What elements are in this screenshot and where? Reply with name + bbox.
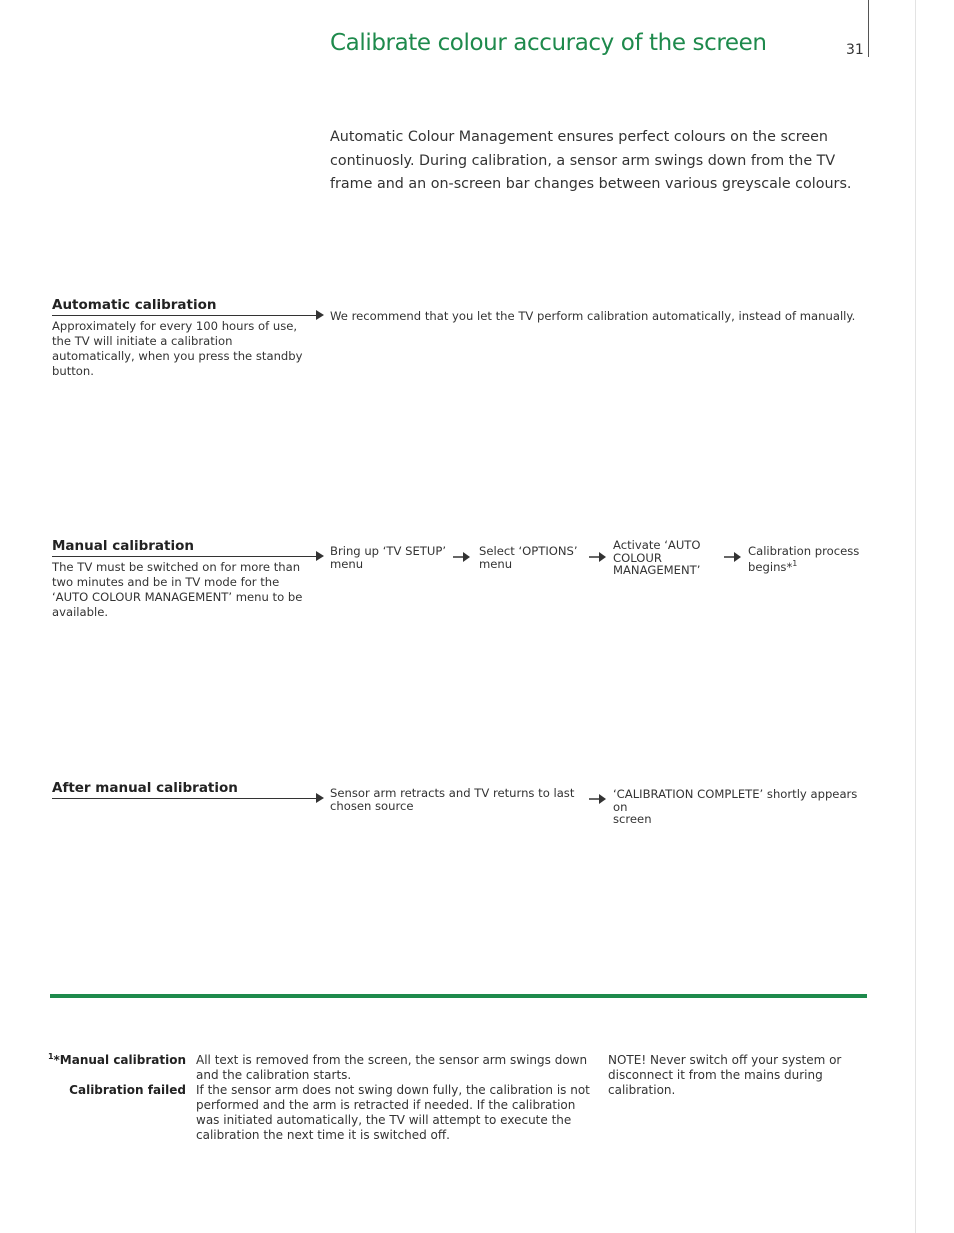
automatic-arrowhead-icon <box>316 310 324 320</box>
header-divider <box>868 0 869 57</box>
manual-step-1-line2: menu <box>330 556 364 571</box>
automatic-calibration-heading: Automatic calibration <box>52 297 217 313</box>
manual-calibration-heading: Manual calibration <box>52 538 194 554</box>
arrow-right-icon <box>589 551 607 563</box>
after-step-2 <box>613 788 873 826</box>
after-step-1-line1: Sensor arm retracts and TV returns to last <box>330 786 575 800</box>
manual-step-3-line1: Activate ‘AUTO <box>613 538 701 552</box>
after-calibration-rule <box>52 798 316 799</box>
arrow-right-icon <box>453 551 471 563</box>
manual-step-3-line3: MANAGEMENT’ <box>613 563 701 577</box>
footnote-manual-label-text: *Manual calibration <box>53 1053 186 1067</box>
page-title: Calibrate colour accuracy of the screen <box>330 30 767 56</box>
footnote-note: NOTE! Never switch off your system or disconnect it from the mains during calibration. <box>608 1053 842 1097</box>
manual-calibration-rule <box>52 556 316 557</box>
green-divider-bar <box>50 994 867 998</box>
manual-step-1 <box>330 545 450 570</box>
manual-arrowhead-icon <box>316 551 324 561</box>
manual-step-3-line2: COLOUR <box>613 550 662 565</box>
manual-step-2 <box>479 545 589 570</box>
footnote-failed-text: If the sensor arm does not swing down fully, the calibration is not performed and the arm is retracted if needed. If the calibration was initiated automatically, the TV will attempt to execute the calibration the next time it is switched off. <box>196 1083 590 1142</box>
after-step-1 <box>330 787 580 812</box>
arrow-right-icon <box>724 551 742 563</box>
footnote-failed-label: Calibration failed <box>69 1083 186 1097</box>
after-step-2-line1: ‘CALIBRATION COMPLETE’ shortly appears on <box>613 787 858 814</box>
automatic-calibration-description: Approximately for every 100 hours of use, the TV will initiate a calibration automatically, when you press the standby button. <box>52 319 303 378</box>
footnote-manual-text: All text is removed from the screen, the sensor arm swings down and the calibration starts. <box>196 1053 588 1082</box>
footnote-ref-sup: 1 <box>792 558 798 568</box>
after-step-1-line2: chosen source <box>330 798 414 813</box>
after-calibration-heading: After manual calibration <box>52 780 238 796</box>
page-number: 31 <box>846 42 864 58</box>
footnote-manual-label <box>48 1052 186 1067</box>
intro-paragraph: Automatic Colour Management ensures perfect colours on the screen continuosly. During calibration, a sensor arm swings down from the TV frame and an on-screen bar changes between various greyscale colours. <box>330 129 852 192</box>
after-arrowhead-icon <box>316 793 324 803</box>
footnote-sup: 1 <box>47 1052 54 1061</box>
manual-step-1-line1: Bring up ‘TV SETUP’ <box>330 544 447 558</box>
automatic-recommendation: We recommend that you let the TV perform calibration automatically, instead of manually. <box>330 309 856 323</box>
manual-calibration-description: The TV must be switched on for more than two minutes and be in TV mode for the ‘AUTO COLOUR MANAGEMENT’ menu to be available. <box>52 560 303 619</box>
manual-step-4-line1: Calibration process <box>748 544 860 558</box>
arrow-right-icon <box>589 793 607 805</box>
manual-step-4-line2: begins* <box>748 559 793 574</box>
manual-step-2-line1: Select ‘OPTIONS’ <box>479 544 578 558</box>
automatic-calibration-rule <box>52 315 316 316</box>
manual-step-2-line2: menu <box>479 556 513 571</box>
page-edge-line <box>915 0 916 1233</box>
manual-step-3 <box>613 539 723 577</box>
manual-step-4 <box>748 545 878 573</box>
after-step-2-line2: screen <box>613 812 652 826</box>
